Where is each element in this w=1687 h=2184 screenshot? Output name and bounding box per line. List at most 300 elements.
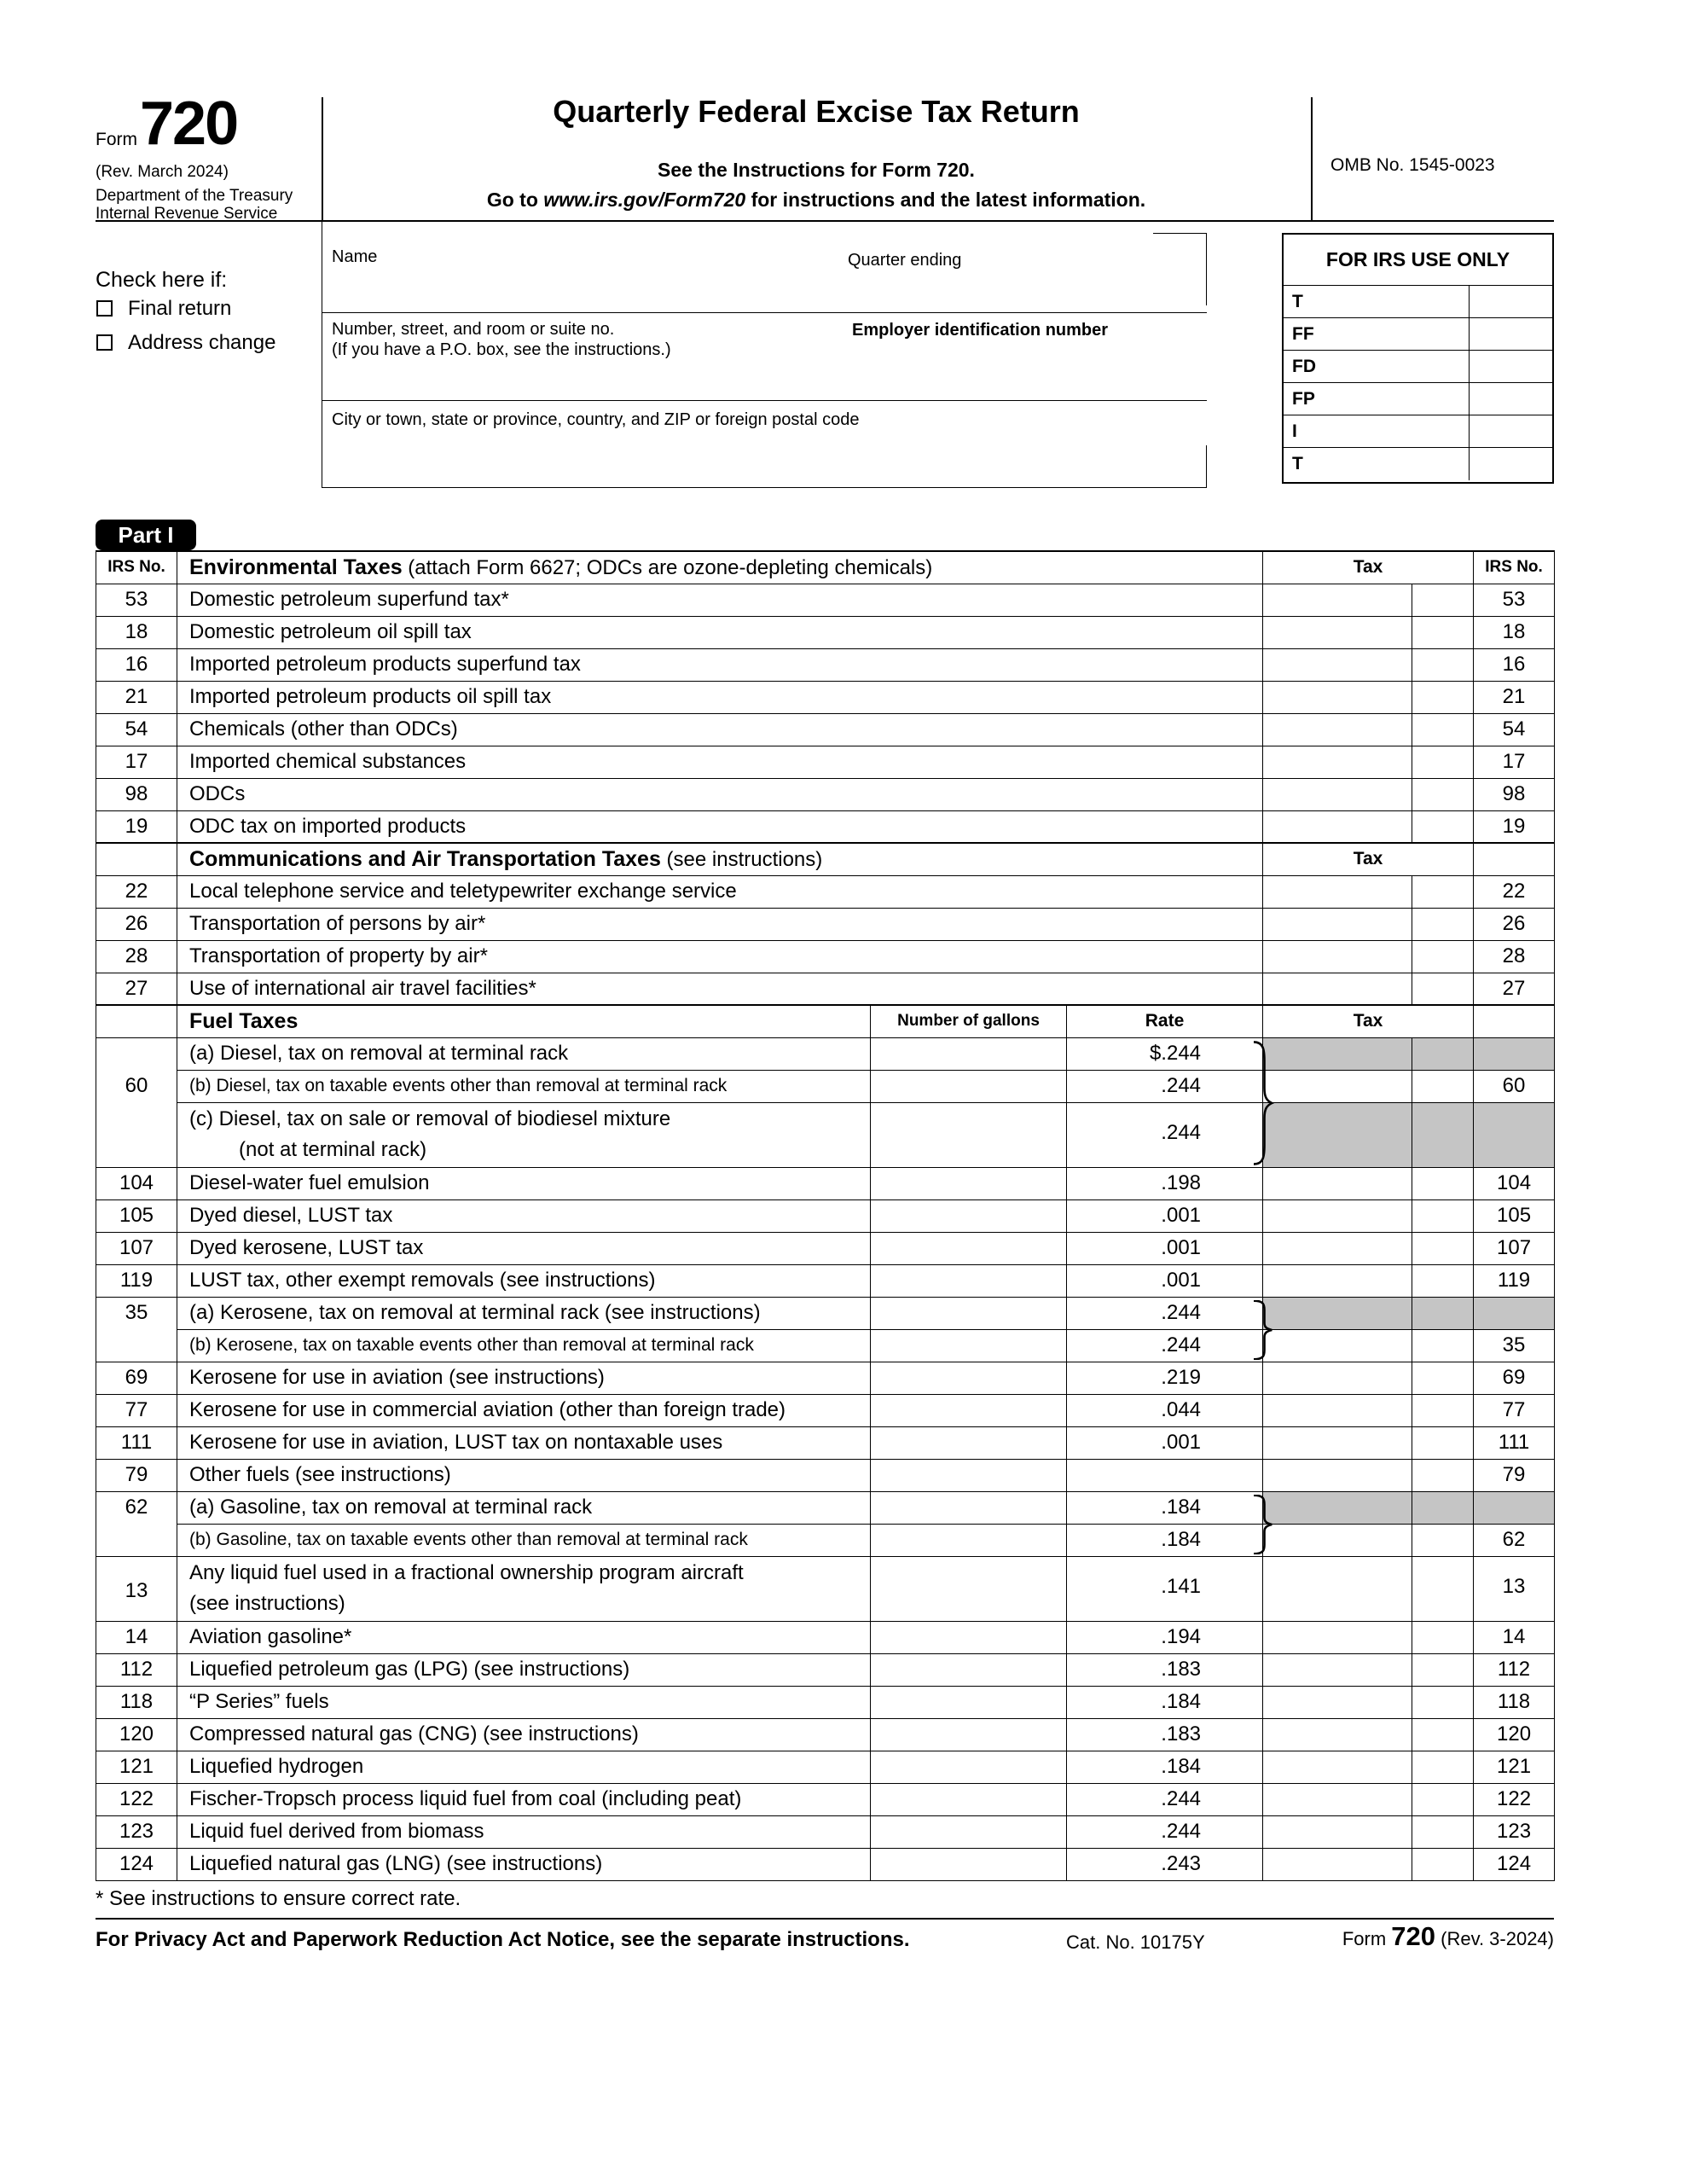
tax-cents-entry[interactable] [1412, 1426, 1474, 1459]
table-row [96, 1686, 1555, 1718]
table-row [96, 908, 1555, 940]
row-description: Imported chemical substances [177, 746, 1263, 778]
irs-no-left: 28 [96, 940, 177, 973]
tax-column-header: Tax [1263, 551, 1474, 584]
entry-corner-mark-top [1206, 233, 1207, 305]
tax-entry[interactable] [1263, 1751, 1412, 1783]
goto-prefix: Go to [486, 189, 538, 211]
irs-use-row-value [1470, 318, 1552, 350]
irs-no-right: 53 [1474, 584, 1555, 616]
table-row [96, 1070, 1555, 1102]
row-description: Dyed kerosene, LUST tax [177, 1232, 871, 1264]
row-description: Use of international air travel facilities* [177, 973, 1263, 1005]
rate-value: .141 [1067, 1556, 1263, 1621]
irs-no-left: 122 [96, 1783, 177, 1815]
irs-use-row [1284, 448, 1552, 480]
tax-cents-entry[interactable] [1412, 713, 1474, 746]
gallons-entry[interactable] [871, 1426, 1067, 1459]
tax-cents-entry[interactable] [1412, 940, 1474, 973]
tax-entry[interactable] [1263, 1524, 1412, 1556]
row-description: Kerosene for use in commercial aviation (other than foreign trade) [177, 1394, 871, 1426]
address-change-label: Address change [128, 331, 276, 354]
quarter-ending-input-area[interactable] [848, 275, 1197, 309]
irs-no-right: 22 [1474, 875, 1555, 908]
irs-no-left: 120 [96, 1718, 177, 1751]
gallons-entry[interactable] [871, 1394, 1067, 1426]
street-note: (If you have a P.O. box, see the instructions.) [332, 340, 671, 359]
tax-cents-entry[interactable] [1412, 973, 1474, 1005]
table-row [96, 1783, 1555, 1815]
row-description: Liquid fuel derived from biomass [177, 1815, 871, 1848]
table-row [96, 810, 1555, 843]
tax-cents-entry[interactable] [1412, 1686, 1474, 1718]
tax-cents-entry[interactable] [1412, 681, 1474, 713]
row-description: (b) Diesel, tax on taxable events other than removal at terminal rack [177, 1070, 871, 1102]
row-description: Dyed diesel, LUST tax [177, 1199, 871, 1232]
table-row [96, 973, 1555, 1005]
tax-entry[interactable] [1263, 1199, 1412, 1232]
gallons-entry[interactable] [871, 1653, 1067, 1686]
table-row [96, 1394, 1555, 1426]
tax-entry[interactable] [1263, 875, 1412, 908]
irs-no-left: 119 [96, 1264, 177, 1297]
row-description: Other fuels (see instructions) [177, 1459, 871, 1491]
irs-no-right: 122 [1474, 1783, 1555, 1815]
row-description: Liquefied petroleum gas (LPG) (see instructions) [177, 1653, 871, 1686]
address-change-checkbox[interactable] [96, 334, 113, 351]
irs-use-row [1284, 318, 1552, 351]
tax-entry[interactable] [1263, 1621, 1412, 1653]
tax-cents-entry[interactable] [1412, 1362, 1474, 1394]
gallons-entry[interactable] [871, 1167, 1067, 1199]
tax-entry[interactable] [1263, 713, 1412, 746]
gallons-entry[interactable] [871, 1491, 1067, 1524]
tax-cents-entry[interactable] [1412, 1783, 1474, 1815]
header-divider-right [1311, 97, 1313, 221]
irs-no-right: 120 [1474, 1718, 1555, 1751]
tax-cents-entry[interactable] [1412, 1329, 1474, 1362]
irs-no-right: 119 [1474, 1264, 1555, 1297]
irs-use-row-value [1470, 286, 1552, 317]
rate-value: .243 [1067, 1848, 1263, 1880]
table-row [96, 1621, 1555, 1653]
irs-no-right [1474, 1037, 1555, 1070]
tax-cents-entry[interactable] [1412, 1556, 1474, 1621]
row-description: (a) Kerosene, tax on removal at terminal rack (see instructions) [177, 1297, 871, 1329]
final-return-label: Final return [128, 297, 232, 320]
table-row [96, 843, 1555, 875]
tax-entry [1263, 1491, 1412, 1524]
irs-no-right: 107 [1474, 1232, 1555, 1264]
irs-no-left: 121 [96, 1751, 177, 1783]
tax-entry[interactable] [1263, 1653, 1412, 1686]
tax-entry[interactable] [1263, 810, 1412, 843]
tax-cents-entry[interactable] [1412, 1199, 1474, 1232]
table-row [96, 778, 1555, 810]
empty-cell [96, 1005, 177, 1037]
name-input-area[interactable] [324, 270, 836, 309]
form-title: Quarterly Federal Excise Tax Return [553, 94, 1080, 129]
tax-entry[interactable] [1263, 648, 1412, 681]
rate-value: .198 [1067, 1167, 1263, 1199]
irs-no-right: 112 [1474, 1653, 1555, 1686]
irs-no-right: 79 [1474, 1459, 1555, 1491]
irs-no-left: 26 [96, 908, 177, 940]
tax-entry[interactable] [1263, 1232, 1412, 1264]
tax-entry [1263, 1297, 1412, 1329]
part1-tab: Part I [96, 520, 196, 550]
table-row [96, 1524, 1555, 1556]
tax-entry[interactable] [1263, 681, 1412, 713]
entry-corner-mark-top-tick [1153, 233, 1206, 234]
row-description: Transportation of persons by air* [177, 908, 1263, 940]
row-description: Chemicals (other than ODCs) [177, 713, 1263, 746]
privacy-notice: For Privacy Act and Paperwork Reduction Act Notice, see the separate instructions. [96, 1928, 910, 1951]
tax-cents-entry[interactable] [1412, 1621, 1474, 1653]
tax-cents-entry[interactable] [1412, 1653, 1474, 1686]
footer-rule [96, 1918, 1554, 1920]
tax-cents-entry[interactable] [1412, 1848, 1474, 1880]
row-description: Kerosene for use in aviation, LUST tax on nontaxable uses [177, 1426, 871, 1459]
address-block-rule-1 [322, 312, 1207, 313]
irs-no-right: 28 [1474, 940, 1555, 973]
tax-entry[interactable] [1263, 1848, 1412, 1880]
table-row [96, 1556, 1555, 1621]
irs-no-right: 26 [1474, 908, 1555, 940]
part1-table [96, 550, 1555, 1881]
tax-entry[interactable] [1263, 908, 1412, 940]
irs-no-left: 19 [96, 810, 177, 843]
tax-entry[interactable] [1263, 1556, 1412, 1621]
table-row [96, 1751, 1555, 1783]
ein-input-area[interactable] [852, 345, 1197, 396]
city-input-area[interactable] [324, 433, 1203, 483]
form720-url[interactable]: www.irs.gov/Form720 [543, 189, 746, 211]
gallons-entry[interactable] [871, 1751, 1067, 1783]
rate-value: .001 [1067, 1426, 1263, 1459]
irs-no-right: 98 [1474, 778, 1555, 810]
irs-no-right: 121 [1474, 1751, 1555, 1783]
tax-cents-entry[interactable] [1412, 1815, 1474, 1848]
tax-cents-entry[interactable] [1412, 1524, 1474, 1556]
irs-use-row-label: FP [1284, 383, 1470, 415]
tax-entry[interactable] [1263, 746, 1412, 778]
irs-use-row [1284, 415, 1552, 448]
irs-use-row-label: FD [1284, 351, 1470, 382]
irs-no-right: 69 [1474, 1362, 1555, 1394]
irs-no-right: 17 [1474, 746, 1555, 778]
irs-no-left [96, 1102, 177, 1167]
tax-entry[interactable] [1263, 1167, 1412, 1199]
irs-no-left: 123 [96, 1815, 177, 1848]
ein-label: Employer identification number [852, 321, 1109, 340]
tax-cents-entry[interactable] [1412, 1070, 1474, 1102]
rate-value: .244 [1067, 1329, 1263, 1362]
tax-entry[interactable] [1263, 1329, 1412, 1362]
irs-no-left: 105 [96, 1199, 177, 1232]
irs-no-right: 105 [1474, 1199, 1555, 1232]
irs-no-left [96, 1524, 177, 1556]
rate-value: .244 [1067, 1783, 1263, 1815]
footer-form-revision: (Rev. 3-2024) [1441, 1928, 1554, 1949]
irs-no-left: 14 [96, 1621, 177, 1653]
irs-no-right [1474, 1491, 1555, 1524]
tax-cents-entry[interactable] [1412, 648, 1474, 681]
rate-value: .183 [1067, 1653, 1263, 1686]
empty-cell [1474, 1005, 1555, 1037]
row-description: Liquefied hydrogen [177, 1751, 871, 1783]
header-rule [96, 220, 1554, 222]
see-instructions-line: See the Instructions for Form 720. [658, 159, 975, 181]
rate-value: .184 [1067, 1491, 1263, 1524]
tax-entry[interactable] [1263, 584, 1412, 616]
tax-entry[interactable] [1263, 973, 1412, 1005]
irs-use-only-box [1282, 233, 1554, 484]
gallons-entry[interactable] [871, 1037, 1067, 1070]
gallons-entry[interactable] [871, 1621, 1067, 1653]
row-description: Compressed natural gas (CNG) (see instructions) [177, 1718, 871, 1751]
department-line: Department of the Treasury [96, 187, 293, 205]
row-description: ODCs [177, 778, 1263, 810]
irs-no-left: 79 [96, 1459, 177, 1491]
table-row [96, 1653, 1555, 1686]
row-description: Local telephone service and teletypewriter exchange service [177, 875, 1263, 908]
rate-value: .044 [1067, 1394, 1263, 1426]
tax-cents-entry[interactable] [1412, 1718, 1474, 1751]
irs-no-right: 16 [1474, 648, 1555, 681]
irs-no-right: 111 [1474, 1426, 1555, 1459]
tax-entry [1263, 1037, 1412, 1070]
address-block-rule-2 [322, 400, 1207, 401]
tax-cents-entry[interactable] [1412, 1264, 1474, 1297]
catalog-number: Cat. No. 10175Y [1066, 1931, 1205, 1953]
gallons-entry[interactable] [871, 1297, 1067, 1329]
tax-entry[interactable] [1263, 778, 1412, 810]
tax-entry [1263, 1102, 1412, 1167]
irs-no-right: 60 [1474, 1070, 1555, 1102]
irs-use-row [1284, 383, 1552, 415]
irs-no-right: 77 [1474, 1394, 1555, 1426]
table-row [96, 1167, 1555, 1199]
tax-entry[interactable] [1263, 1783, 1412, 1815]
gallons-entry[interactable] [871, 1232, 1067, 1264]
row-description: Kerosene for use in aviation (see instructions) [177, 1362, 871, 1394]
rate-value: .244 [1067, 1102, 1263, 1167]
irs-no-left: 54 [96, 713, 177, 746]
table-row [96, 584, 1555, 616]
final-return-checkbox[interactable] [96, 300, 113, 317]
gallons-entry[interactable] [871, 1556, 1067, 1621]
goto-line [322, 189, 1311, 212]
tax-entry[interactable] [1263, 1686, 1412, 1718]
name-label: Name [332, 247, 378, 266]
rate-value: .001 [1067, 1199, 1263, 1232]
empty-cell [96, 843, 177, 875]
street-label: Number, street, and room or suite no. [332, 320, 615, 339]
rate-value: .184 [1067, 1524, 1263, 1556]
irs-no-left: 21 [96, 681, 177, 713]
table-row [96, 1264, 1555, 1297]
tax-cents-entry[interactable] [1412, 908, 1474, 940]
gallons-entry[interactable] [871, 1524, 1067, 1556]
row-description: ODC tax on imported products [177, 810, 1263, 843]
tax-entry[interactable] [1263, 1459, 1412, 1491]
irs-no-right: 13 [1474, 1556, 1555, 1621]
rate-value: .184 [1067, 1751, 1263, 1783]
irs-no-right [1474, 1102, 1555, 1167]
rate-value: .219 [1067, 1362, 1263, 1394]
irs-use-only-rows [1284, 286, 1552, 480]
row-description: Imported petroleum products oil spill tax [177, 681, 1263, 713]
empty-cell [1474, 843, 1555, 875]
row-description: Imported petroleum products superfund tax [177, 648, 1263, 681]
tax-entry[interactable] [1263, 1718, 1412, 1751]
irs-no-left: 16 [96, 648, 177, 681]
irs-no-right: 21 [1474, 681, 1555, 713]
table-row [96, 1037, 1555, 1070]
irs-use-row-label: T [1284, 448, 1470, 480]
omb-number: OMB No. 1545-0023 [1330, 155, 1495, 175]
tax-cents-entry[interactable] [1412, 778, 1474, 810]
tax-cents-entry[interactable] [1412, 1167, 1474, 1199]
form-revision: (Rev. March 2024) [96, 163, 229, 181]
footer-form-id [1177, 1921, 1554, 1952]
gallons-column-header: Number of gallons [871, 1005, 1067, 1037]
tax-cents-entry[interactable] [1412, 584, 1474, 616]
footer-form-number: 720 [1391, 1921, 1435, 1951]
table-row [96, 1362, 1555, 1394]
irs-no-left: 60 [96, 1070, 177, 1102]
rate-value: .244 [1067, 1815, 1263, 1848]
gallons-entry[interactable] [871, 1686, 1067, 1718]
row-description: Fischer-Tropsch process liquid fuel from coal (including peat) [177, 1783, 871, 1815]
irs-no-left: 112 [96, 1653, 177, 1686]
table-row [96, 648, 1555, 681]
form-word-label: Form [96, 130, 137, 149]
tax-entry[interactable] [1263, 1815, 1412, 1848]
gallons-entry[interactable] [871, 1199, 1067, 1232]
gallons-entry[interactable] [871, 1459, 1067, 1491]
table-row [96, 1297, 1555, 1329]
tax-cents-entry[interactable] [1412, 616, 1474, 648]
irs-no-left [96, 1329, 177, 1362]
rate-value: .001 [1067, 1264, 1263, 1297]
irs-no-right: 104 [1474, 1167, 1555, 1199]
tax-cents-entry[interactable] [1412, 1394, 1474, 1426]
address-block-rule-3 [322, 487, 1207, 488]
quarter-ending-label: Quarter ending [848, 251, 962, 270]
tax-column-header: Tax [1263, 843, 1474, 875]
row-description: Diesel-water fuel emulsion [177, 1167, 871, 1199]
irs-use-only-title: FOR IRS USE ONLY [1284, 235, 1552, 286]
irs-no-right: 27 [1474, 973, 1555, 1005]
irs-no-right: 14 [1474, 1621, 1555, 1653]
tax-cents-entry[interactable] [1412, 810, 1474, 843]
gallons-entry[interactable] [871, 1362, 1067, 1394]
gallons-entry[interactable] [871, 1070, 1067, 1102]
irs-no-right: 124 [1474, 1848, 1555, 1880]
rate-value: .194 [1067, 1621, 1263, 1653]
gallons-entry[interactable] [871, 1815, 1067, 1848]
street-input-area[interactable] [324, 362, 836, 398]
irs-no-left: 124 [96, 1848, 177, 1880]
irs-use-row-value [1470, 351, 1552, 382]
irs-use-row-label: FF [1284, 318, 1470, 350]
table-row [96, 1491, 1555, 1524]
irs-no-right: 18 [1474, 616, 1555, 648]
table-row [96, 1426, 1555, 1459]
row-description: Domestic petroleum superfund tax* [177, 584, 1263, 616]
irs-no-left: 22 [96, 875, 177, 908]
row-description: Domestic petroleum oil spill tax [177, 616, 1263, 648]
irs-no-left: 17 [96, 746, 177, 778]
gallons-entry[interactable] [871, 1102, 1067, 1167]
tax-entry[interactable] [1263, 1362, 1412, 1394]
table-row [96, 1102, 1555, 1167]
irs-no-right [1474, 1297, 1555, 1329]
tax-entry[interactable] [1263, 940, 1412, 973]
tax-entry[interactable] [1263, 1426, 1412, 1459]
tax-cents-entry [1412, 1102, 1474, 1167]
gallons-entry[interactable] [871, 1848, 1067, 1880]
irs-no-left: 13 [96, 1556, 177, 1621]
gallons-entry[interactable] [871, 1783, 1067, 1815]
rate-value: .244 [1067, 1070, 1263, 1102]
tax-cents-entry[interactable] [1412, 1232, 1474, 1264]
rate-value: $.244 [1067, 1037, 1263, 1070]
tax-entry[interactable] [1263, 1394, 1412, 1426]
row-description: Liquefied natural gas (LNG) (see instructions) [177, 1848, 871, 1880]
tax-cents-entry[interactable] [1412, 746, 1474, 778]
gallons-entry[interactable] [871, 1718, 1067, 1751]
row-description: Any liquid fuel used in a fractional ownership program aircraft (see instructions) [177, 1556, 871, 1621]
table-row [96, 1459, 1555, 1491]
row-description: LUST tax, other exempt removals (see instructions) [177, 1264, 871, 1297]
table-row [96, 713, 1555, 746]
irs-no-left: 18 [96, 616, 177, 648]
irs-no-left: 35 [96, 1297, 177, 1329]
irs-no-header-right: IRS No. [1474, 551, 1555, 584]
irs-no-right: 62 [1474, 1524, 1555, 1556]
irs-no-header-left: IRS No. [96, 551, 177, 584]
tax-entry[interactable] [1263, 1264, 1412, 1297]
irs-no-left: 53 [96, 584, 177, 616]
form-number: 720 [140, 90, 238, 158]
irs-no-left: 77 [96, 1394, 177, 1426]
irs-no-left: 69 [96, 1362, 177, 1394]
irs-use-row [1284, 286, 1552, 318]
irs-no-left [96, 1037, 177, 1070]
tax-cents-entry[interactable] [1412, 1751, 1474, 1783]
gallons-entry[interactable] [871, 1329, 1067, 1362]
irs-no-left: 62 [96, 1491, 177, 1524]
row-description: Transportation of property by air* [177, 940, 1263, 973]
tax-entry[interactable] [1263, 1070, 1412, 1102]
tax-cents-entry[interactable] [1412, 875, 1474, 908]
row-description: Aviation gasoline* [177, 1621, 871, 1653]
gallons-entry[interactable] [871, 1264, 1067, 1297]
table-row [96, 1329, 1555, 1362]
tax-entry[interactable] [1263, 616, 1412, 648]
table-row [96, 1848, 1555, 1880]
tax-cents-entry[interactable] [1412, 1459, 1474, 1491]
table-row [96, 681, 1555, 713]
irs-use-row-value [1470, 448, 1552, 480]
irs-no-left: 111 [96, 1426, 177, 1459]
rate-value: .001 [1067, 1232, 1263, 1264]
irs-no-left: 98 [96, 778, 177, 810]
irs-no-left: 27 [96, 973, 177, 1005]
